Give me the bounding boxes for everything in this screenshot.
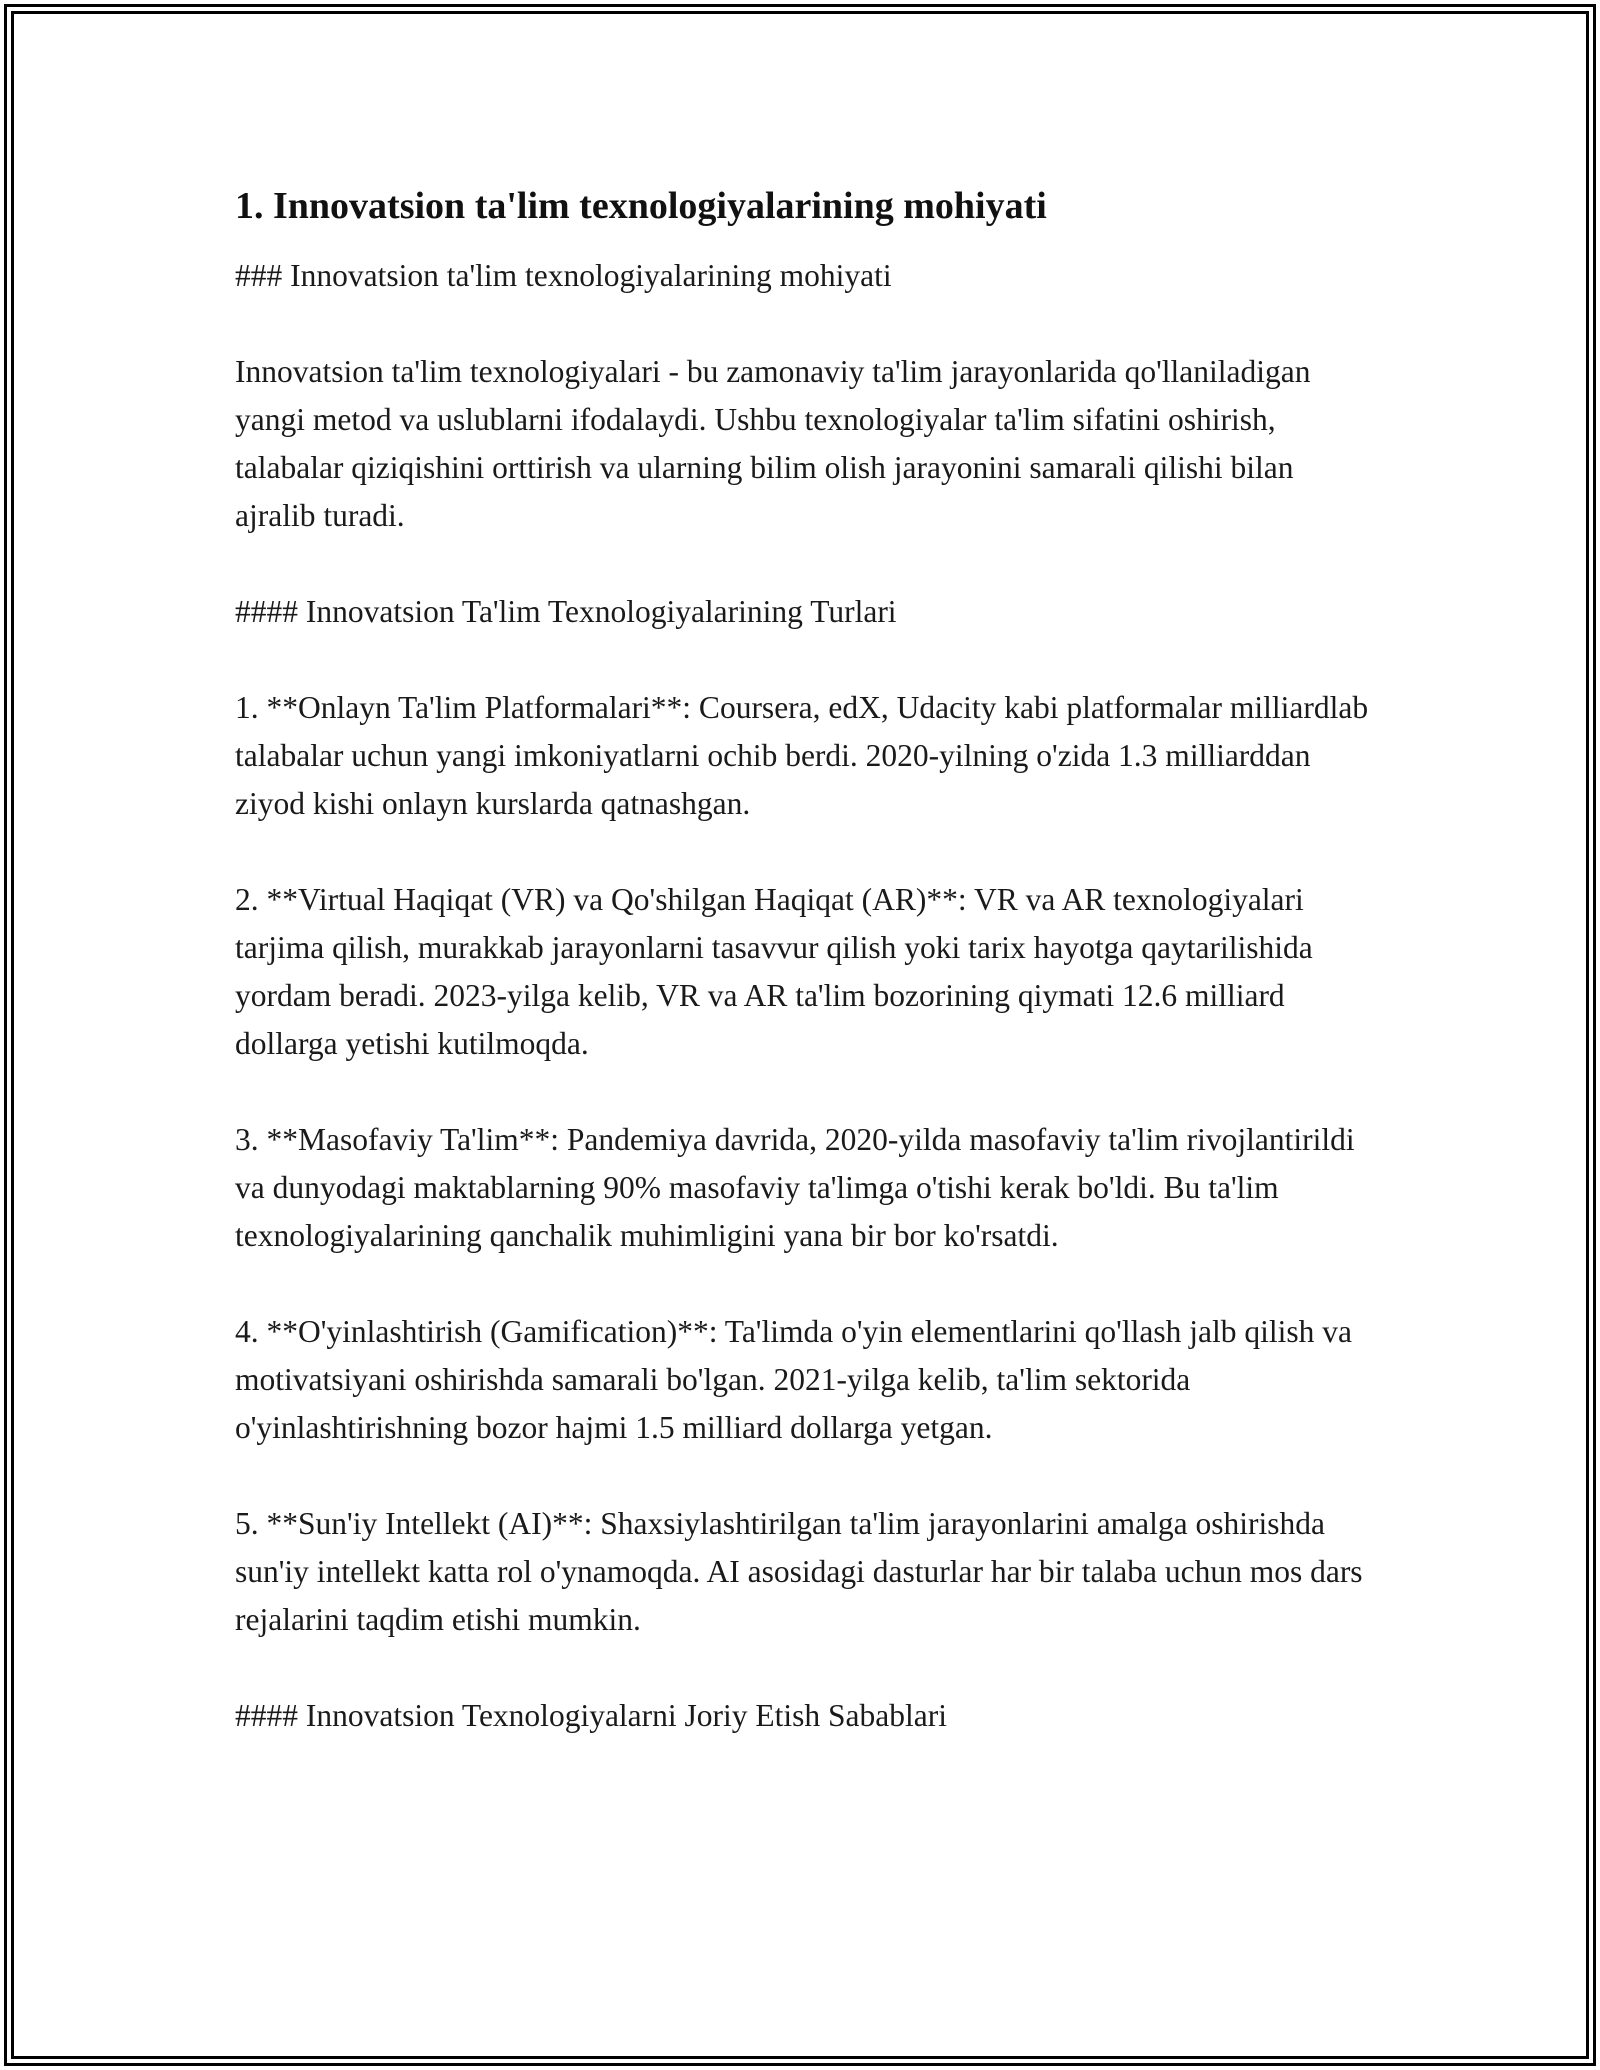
list-item-online-platforms: 1. **Onlayn Ta'lim Platformalari**: Coursera, edX, Udacity kabi platformalar milliardlab talabalar uchun yangi imkoniyatlarni ochib berdi. 2020-yilning o'zida 1.3 milliarddan ziyod kishi onlayn kurslarda qatnashgan. xyxy=(235,690,1369,821)
types-heading-h4: #### Innovatsion Ta'lim Texnologiyalarining Turlari xyxy=(235,594,897,629)
section-heading-h3: ### Innovatsion ta'lim texnologiyalarining mohiyati xyxy=(235,258,892,293)
list-item-vr-ar: 2. **Virtual Haqiqat (VR) va Qo'shilgan Haqiqat (AR)**: VR va AR texnologiyalari tarjima qilish, murakkab jarayonlarni tasavvur qilish yoki tarix hayotga qaytarilishida yordam beradi. 2023-yilga kelib, VR va AR ta'lim bozorining qiymati 12.6 milliard dollarga yetishi kutilmoqda. xyxy=(235,882,1313,1061)
list-item-distance-learning: 3. **Masofaviy Ta'lim**: Pandemiya davrida, 2020-yilda masofaviy ta'lim rivojlantirildi va dunyodagi maktablarning 90% masofaviy ta'limga o'tishi kerak bo'ldi. Bu ta'lim texnologiyalarining qanchalik muhimligini yana bir bor ko'rsatdi. xyxy=(235,1122,1355,1253)
list-item-gamification: 4. **O'yinlashtirish (Gamification)**: Ta'limda o'yin elementlarini qo'llash jalb qilish va motivatsiyani oshirishda samarali bo'lgan. 2021-yilga kelib, ta'lim sektorida o'yinlashtirishning bozor hajmi 1.5 milliard dollarga yetgan. xyxy=(235,1314,1352,1445)
intro-paragraph: Innovatsion ta'lim texnologiyalari - bu zamonaviy ta'lim jarayonlarida qo'llaniladigan yangi metod va uslublarni ifodalaydi. Ushbu texnologiyalar ta'lim sifatini oshirish, talabalar qiziqishini orttirish va ularning bilim olish jarayonini samarali qilishi bilan ajralib turadi. xyxy=(235,354,1311,533)
reasons-heading-h4: #### Innovatsion Texnologiyalarni Joriy Etish Sabablari xyxy=(235,1698,947,1733)
list-item-artificial-intelligence: 5. **Sun'iy Intellekt (AI)**: Shaxsiylashtirilgan ta'lim jarayonlarini amalga oshirishda sun'iy intellekt katta rol o'ynamoqda. AI asosidagi dasturlar har bir talaba uchun mos dars rejalarini taqdim etishi mumkin. xyxy=(235,1506,1363,1637)
document-body xyxy=(235,182,1375,1788)
document-title: 1. Innovatsion ta'lim texnologiyalarining mohiyati xyxy=(235,185,1047,227)
